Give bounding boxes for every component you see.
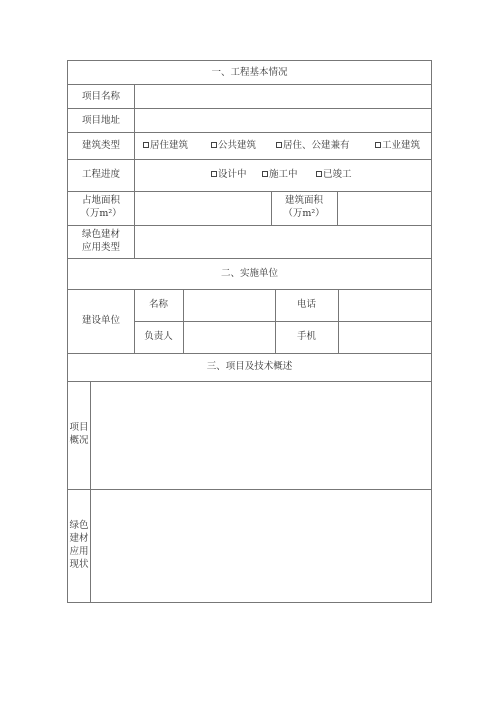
unit-label: 建设单位 <box>81 315 120 326</box>
section-title: 一、工程基本情况 <box>211 67 288 78</box>
unit-name-field[interactable] <box>184 290 275 321</box>
checkbox-icon[interactable] <box>375 142 381 148</box>
status-label-line2: 建材 <box>69 533 89 544</box>
building-type-label: 建筑类型 <box>81 140 120 151</box>
green-type-field[interactable] <box>135 226 431 258</box>
progress-construction-option[interactable]: 施工中 <box>262 169 298 181</box>
status-field[interactable] <box>91 490 431 602</box>
status-label-line1: 绿色 <box>69 520 89 531</box>
name-label: 名称 <box>148 299 168 310</box>
status-label-line3: 应用 <box>69 546 89 557</box>
progress-completed-option[interactable]: 已竣工 <box>316 169 352 181</box>
checkbox-icon[interactable] <box>316 171 322 177</box>
land-area-unit: （万m²） <box>80 208 122 219</box>
land-area-label: 占地面积 <box>81 195 120 206</box>
building-area-label: 建筑面积 <box>284 195 323 206</box>
mobile-field[interactable] <box>339 322 431 353</box>
overview-label-line1: 项目 <box>69 422 89 433</box>
progress-label: 工程进度 <box>81 169 120 180</box>
checkbox-icon[interactable] <box>276 142 282 148</box>
status-label-line4: 现状 <box>69 559 89 570</box>
building-type-residential-option[interactable]: 居住建筑 <box>143 140 188 152</box>
person-field[interactable] <box>184 322 275 353</box>
checkbox-icon[interactable] <box>211 142 217 148</box>
land-area-field[interactable] <box>135 192 271 225</box>
building-area-field[interactable] <box>338 192 431 225</box>
project-info-form <box>67 60 432 603</box>
project-address-label: 项目地址 <box>81 115 120 126</box>
building-type-industrial-option[interactable]: 工业建筑 <box>375 140 420 152</box>
project-name-field[interactable] <box>135 85 431 108</box>
overview-label-line2: 概况 <box>69 435 89 446</box>
building-type-mixed-option[interactable]: 居住、公建兼有 <box>276 140 350 152</box>
overview-field[interactable] <box>91 382 431 489</box>
section-title: 三、项目及技术概述 <box>206 361 293 372</box>
section-title: 二、实施单位 <box>220 268 278 279</box>
phone-field[interactable] <box>339 290 431 321</box>
row-divider <box>68 353 431 354</box>
person-label: 负责人 <box>144 331 173 342</box>
phone-label: 电话 <box>296 299 316 310</box>
building-area-unit: （万m²） <box>283 208 325 219</box>
progress-design-option[interactable]: 设计中 <box>211 169 247 181</box>
row-divider <box>68 258 431 259</box>
mobile-label: 手机 <box>296 331 316 342</box>
green-type-label: 绿色建材 <box>81 229 120 240</box>
project-name-label: 项目名称 <box>81 91 120 102</box>
building-type-public-option[interactable]: 公共建筑 <box>211 140 256 152</box>
checkbox-icon[interactable] <box>262 171 268 177</box>
checkbox-icon[interactable] <box>211 171 217 177</box>
checkbox-icon[interactable] <box>143 142 149 148</box>
project-address-field[interactable] <box>135 109 431 132</box>
row-divider <box>68 159 431 160</box>
green-type-label-line2: 应用类型 <box>81 242 120 253</box>
row-divider <box>68 132 431 133</box>
